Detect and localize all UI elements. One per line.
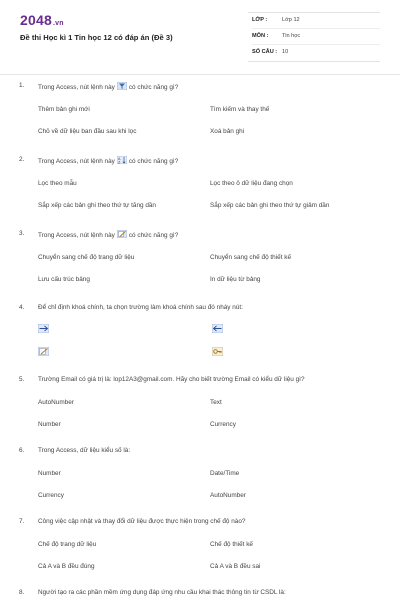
design-table-icon[interactable]	[38, 347, 49, 356]
info-label: SỐ CÂU :	[252, 49, 278, 55]
info-row-subject	[252, 29, 380, 45]
option-2d[interactable]: Sắp xếp các bản ghi theo thứ tự giảm dần	[210, 202, 330, 209]
option-3a[interactable]: Chuyển sang chế độ trang dữ liệu	[38, 254, 135, 261]
filter-funnel-icon	[117, 82, 127, 90]
question-text-after: có chức năng gì?	[128, 232, 179, 239]
sort-ascending-icon	[117, 156, 127, 164]
info-value: 10	[282, 49, 289, 55]
info-row-class	[252, 13, 380, 29]
option-1c[interactable]: Chỏ về dữ liệu ban đầu sau khi lọc	[38, 128, 137, 135]
option-6b[interactable]: Date/Time	[210, 470, 240, 477]
site-logo[interactable]	[20, 12, 64, 28]
info-box	[248, 12, 380, 62]
logo-suffix: .vn	[52, 20, 64, 27]
header	[0, 0, 400, 75]
question-number: 7.	[19, 518, 25, 525]
option-7a[interactable]: Chế độ trang dữ liệu	[38, 541, 97, 548]
filter-by-form-icon[interactable]	[38, 324, 49, 333]
svg-text:A: A	[117, 157, 121, 161]
option-6a[interactable]: Number	[38, 470, 61, 477]
question-number: 1.	[19, 82, 25, 89]
page-title: Đề thi Học kì 1 Tin học 12 có đáp án (Đề 3)	[20, 33, 173, 42]
option-7d[interactable]: Cả A và B đều sai	[210, 563, 261, 570]
info-label: LỚP :	[252, 17, 268, 23]
question-text-after: có chức năng gì?	[128, 158, 179, 165]
option-1b[interactable]: Tìm kiếm và thay thế	[210, 106, 270, 113]
question-text: Công việc cập nhật và thay đổi dữ liệu được thực hiện trong chế độ nào?	[38, 518, 246, 525]
question-text	[38, 230, 388, 239]
svg-text:Z: Z	[117, 160, 121, 164]
question-number: 8.	[19, 589, 25, 596]
logo-main: 2048	[20, 12, 52, 28]
question-number: 2.	[19, 156, 25, 163]
question-text-after: có chức năng gì?	[128, 84, 179, 91]
question-text: Để chỉ định khoá chính, ta chọn trường làm khoá chính sau đó nháy nút:	[38, 304, 243, 311]
question-text	[38, 82, 388, 91]
info-value: Lớp 12	[282, 17, 300, 23]
option-3b[interactable]: Chuyển sang chế độ thiết kế	[210, 254, 292, 261]
option-3d[interactable]: In dữ liệu từ bảng	[210, 276, 261, 283]
option-7c[interactable]: Cả A và B đều đúng	[38, 563, 95, 570]
option-2c[interactable]: Sắp xếp các bản ghi theo thứ tự tăng dần	[38, 202, 156, 209]
question-number: 5.	[19, 376, 25, 383]
info-label: MÔN :	[252, 33, 269, 39]
info-value: Tin học	[282, 33, 301, 39]
option-6c[interactable]: Currency	[38, 492, 64, 499]
question-text: Trường Email có giá trị là: lop12A3@gmail.com. Hãy cho biết trường Email có kiểu dữ liệu gì?	[38, 376, 305, 383]
question-number: 4.	[19, 304, 25, 311]
option-5a[interactable]: AutoNumber	[38, 399, 74, 406]
question-text: Trong Access, dữ liệu kiểu số là:	[38, 447, 131, 454]
option-2a[interactable]: Lọc theo mẫu	[38, 180, 77, 187]
option-7b[interactable]: Chế độ thiết kế	[210, 541, 253, 548]
design-view-icon	[117, 230, 127, 238]
option-2b[interactable]: Lọc theo ô dữ liệu đang chọn	[210, 180, 293, 187]
option-5c[interactable]: Number	[38, 421, 61, 428]
question-text-before: Trong Access, nút lệnh này	[38, 158, 115, 165]
question-number: 3.	[19, 230, 25, 237]
option-5d[interactable]: Currency	[210, 421, 236, 428]
option-1d[interactable]: Xoá bản ghi	[210, 128, 245, 135]
info-row-question-count	[252, 45, 380, 60]
question-text-before: Trong Access, nút lệnh này	[38, 232, 115, 239]
option-1a[interactable]: Thêm bản ghi mới	[38, 106, 90, 113]
filter-selection-icon[interactable]	[212, 324, 223, 333]
question-number: 6.	[19, 447, 25, 454]
question-text: Người tạo ra các phần mềm ứng dụng đáp ứng nhu cầu khai thác thông tin từ CSDL là:	[38, 589, 286, 596]
question-text-before: Trong Access, nút lệnh này	[38, 84, 115, 91]
option-3c[interactable]: Lưu cấu trúc bảng	[38, 276, 90, 283]
option-5b[interactable]: Text	[210, 399, 222, 406]
question-text	[38, 156, 388, 165]
primary-key-icon[interactable]	[212, 347, 223, 356]
option-6d[interactable]: AutoNumber	[210, 492, 246, 499]
